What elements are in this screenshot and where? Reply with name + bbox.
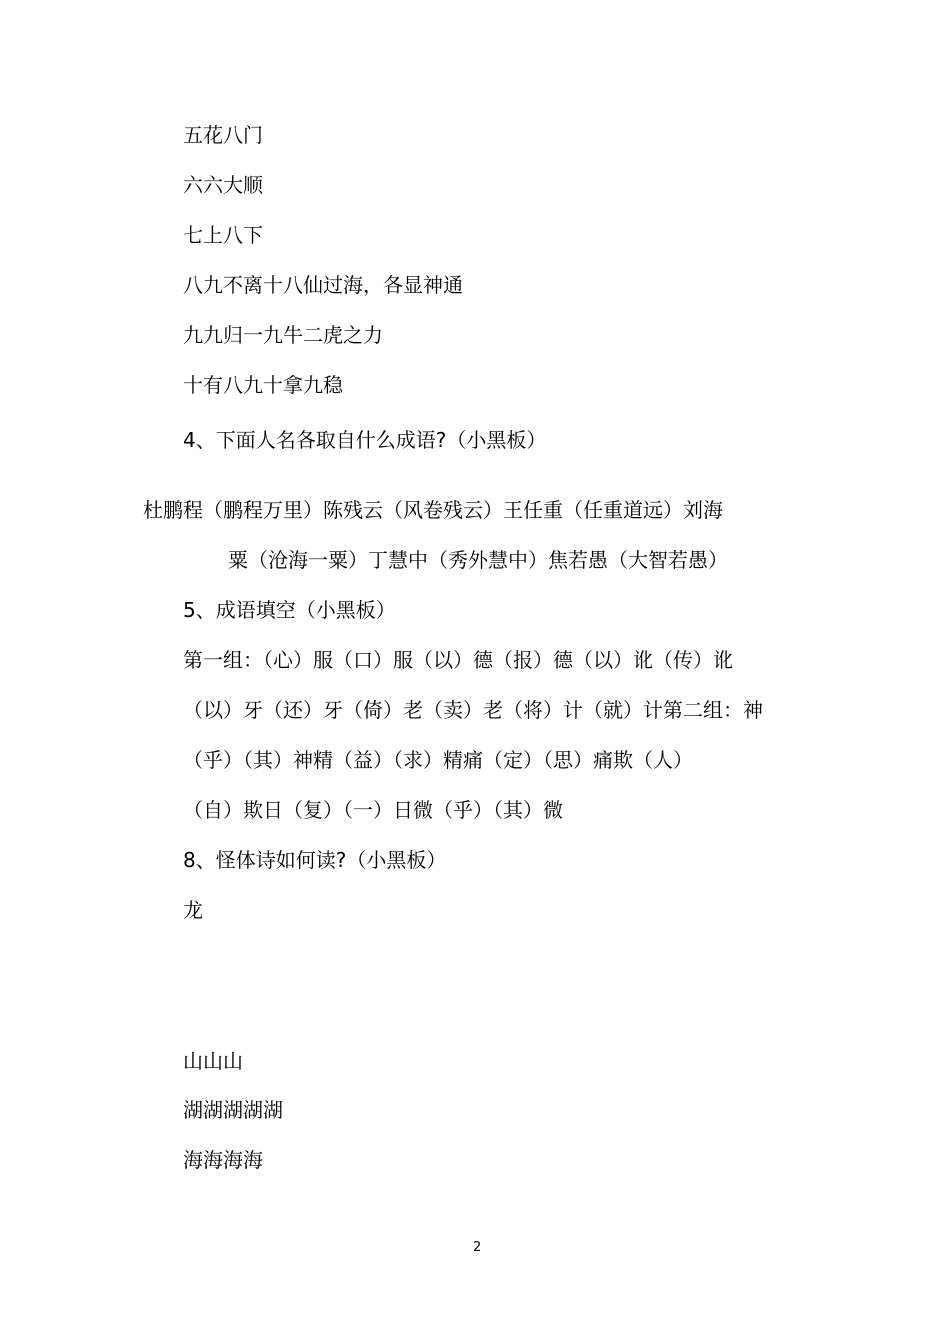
- poem-line-lakes: 湖湖湖湖湖: [183, 1098, 283, 1122]
- idiom-line-1: 五花八门: [183, 123, 263, 147]
- fill-blank-line-3: （乎）（其）神精（益）（求）精痛（定）（思）痛欺（人）: [183, 748, 693, 772]
- idiom-line-3: 七上八下: [183, 223, 263, 247]
- poem-line-seas: 海海海海: [183, 1148, 263, 1172]
- fill-blank-line-2: （以）牙（还）牙（倚）老（卖）老（将）计（就）计第二组：神: [183, 698, 763, 722]
- page-number: 2: [473, 1240, 482, 1255]
- fill-blank-line-4: （自）欺日（复）（一）日微（乎）（其）微: [183, 798, 563, 822]
- poem-line-mountains: 山山山: [183, 1049, 243, 1073]
- section-heading-4: 4、下面人名各取自什么成语?（小黑板）: [183, 428, 547, 452]
- fill-blank-line-1: 第一组：（心）服（口）服（以）德（报）德（以）讹（传）讹: [183, 648, 733, 672]
- poem-line-dragon: 龙: [183, 898, 203, 922]
- idiom-line-5: 九九归一九牛二虎之力: [183, 323, 383, 347]
- section-heading-5: 5、成语填空（小黑板）: [183, 598, 396, 622]
- idiom-line-4: 八九不离十八仙过海，各显神通: [183, 273, 463, 297]
- idiom-line-6: 十有八九十拿九稳: [183, 373, 343, 397]
- names-paragraph-line-1: 杜鹏程（鹏程万里）陈残云（风卷残云）王任重（任重道远）刘海: [143, 498, 723, 522]
- idiom-line-2: 六六大顺: [183, 173, 263, 197]
- names-paragraph-line-2: 粟（沧海一粟）丁慧中（秀外慧中）焦若愚（大智若愚）: [228, 548, 728, 572]
- section-heading-8: 8、怪体诗如何读?（小黑板）: [183, 848, 447, 872]
